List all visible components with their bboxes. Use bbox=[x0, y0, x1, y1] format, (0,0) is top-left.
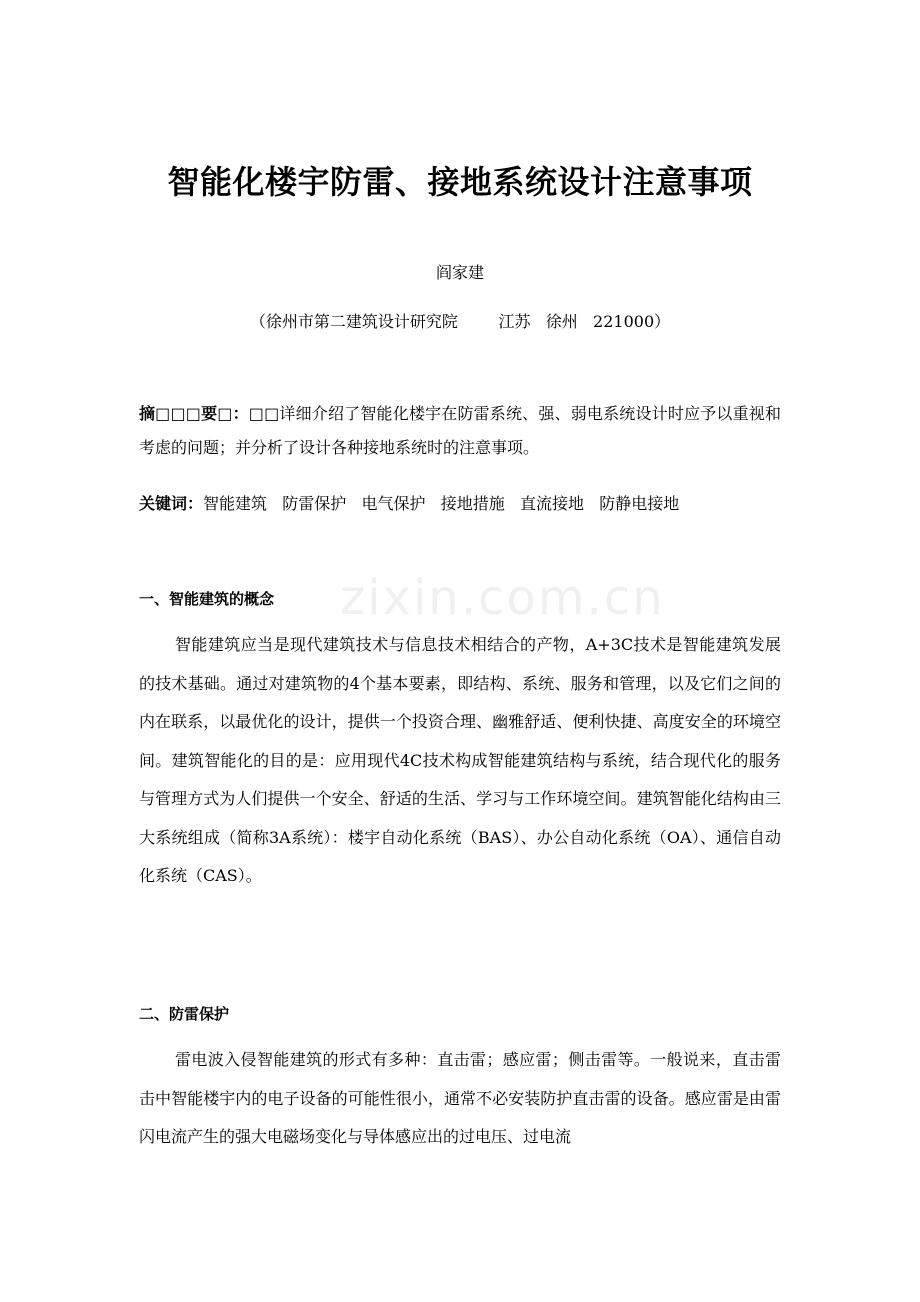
keywords bbox=[139, 489, 799, 519]
keywords-label: 关键词： bbox=[139, 494, 204, 513]
document-title: 智能化楼宇防雷、接地系统设计注意事项 bbox=[167, 163, 753, 201]
abstract-label: 摘□□□要□： bbox=[139, 404, 249, 423]
abstract bbox=[139, 397, 781, 465]
section-heading-1: 一、智能建筑的概念 bbox=[139, 590, 275, 608]
watermark: zixin.com.cn bbox=[340, 570, 665, 626]
author-name: 阎家建 bbox=[435, 263, 484, 282]
section-heading-2: 二、防雷保护 bbox=[139, 1005, 230, 1023]
section-paragraph-1: 智能建筑应当是现代建筑技术与信息技术相结合的产物，A+3C技术是智能建筑发展的技术基础。通过对建筑物的4个基本要素，即结构、系统、服务和管理，以及它们之间的内在联系，以最优化的设计，提供一个投资合理、幽雅舒适、便利快捷、高度安全的环境空间。建筑智能化的目的是：应用现代4C技术构成智能建筑结构与系统，结合现代化的服务与管理方式为人们提供一个安全、舒适的生活、学习与工作环境空间。建筑智能化结构由三大系统组成（简称3A系统）：楼宇自动化系统（BAS）、办公自动化系统（OA）、通信自动化系统（CAS）。 bbox=[139, 635, 781, 885]
author-affiliation: （徐州市第二建筑设计研究院 江苏 徐州 221000） bbox=[249, 312, 671, 331]
abstract-text: □□详细介绍了智能化楼宇在防雷系统、强、弱电系统设计时应予以重视和考虑的问题；并分析了设计各种接地系统时的注意事项。 bbox=[139, 404, 781, 457]
section-paragraph-2: 雷电波入侵智能建筑的形式有多种：直击雷；感应雷；侧击雷等。一般说来，直击雷击中智能楼宇内的电子设备的可能性很小，通常不必安装防护直击雷的设备。感应雷是由雷闪电流产生的强大电磁场变化与导体感应出的过电压、过电流 bbox=[139, 1050, 781, 1146]
keywords-text: 智能建筑 防雷保护 电气保护 接地措施 直流接地 防静电接地 bbox=[203, 494, 680, 513]
